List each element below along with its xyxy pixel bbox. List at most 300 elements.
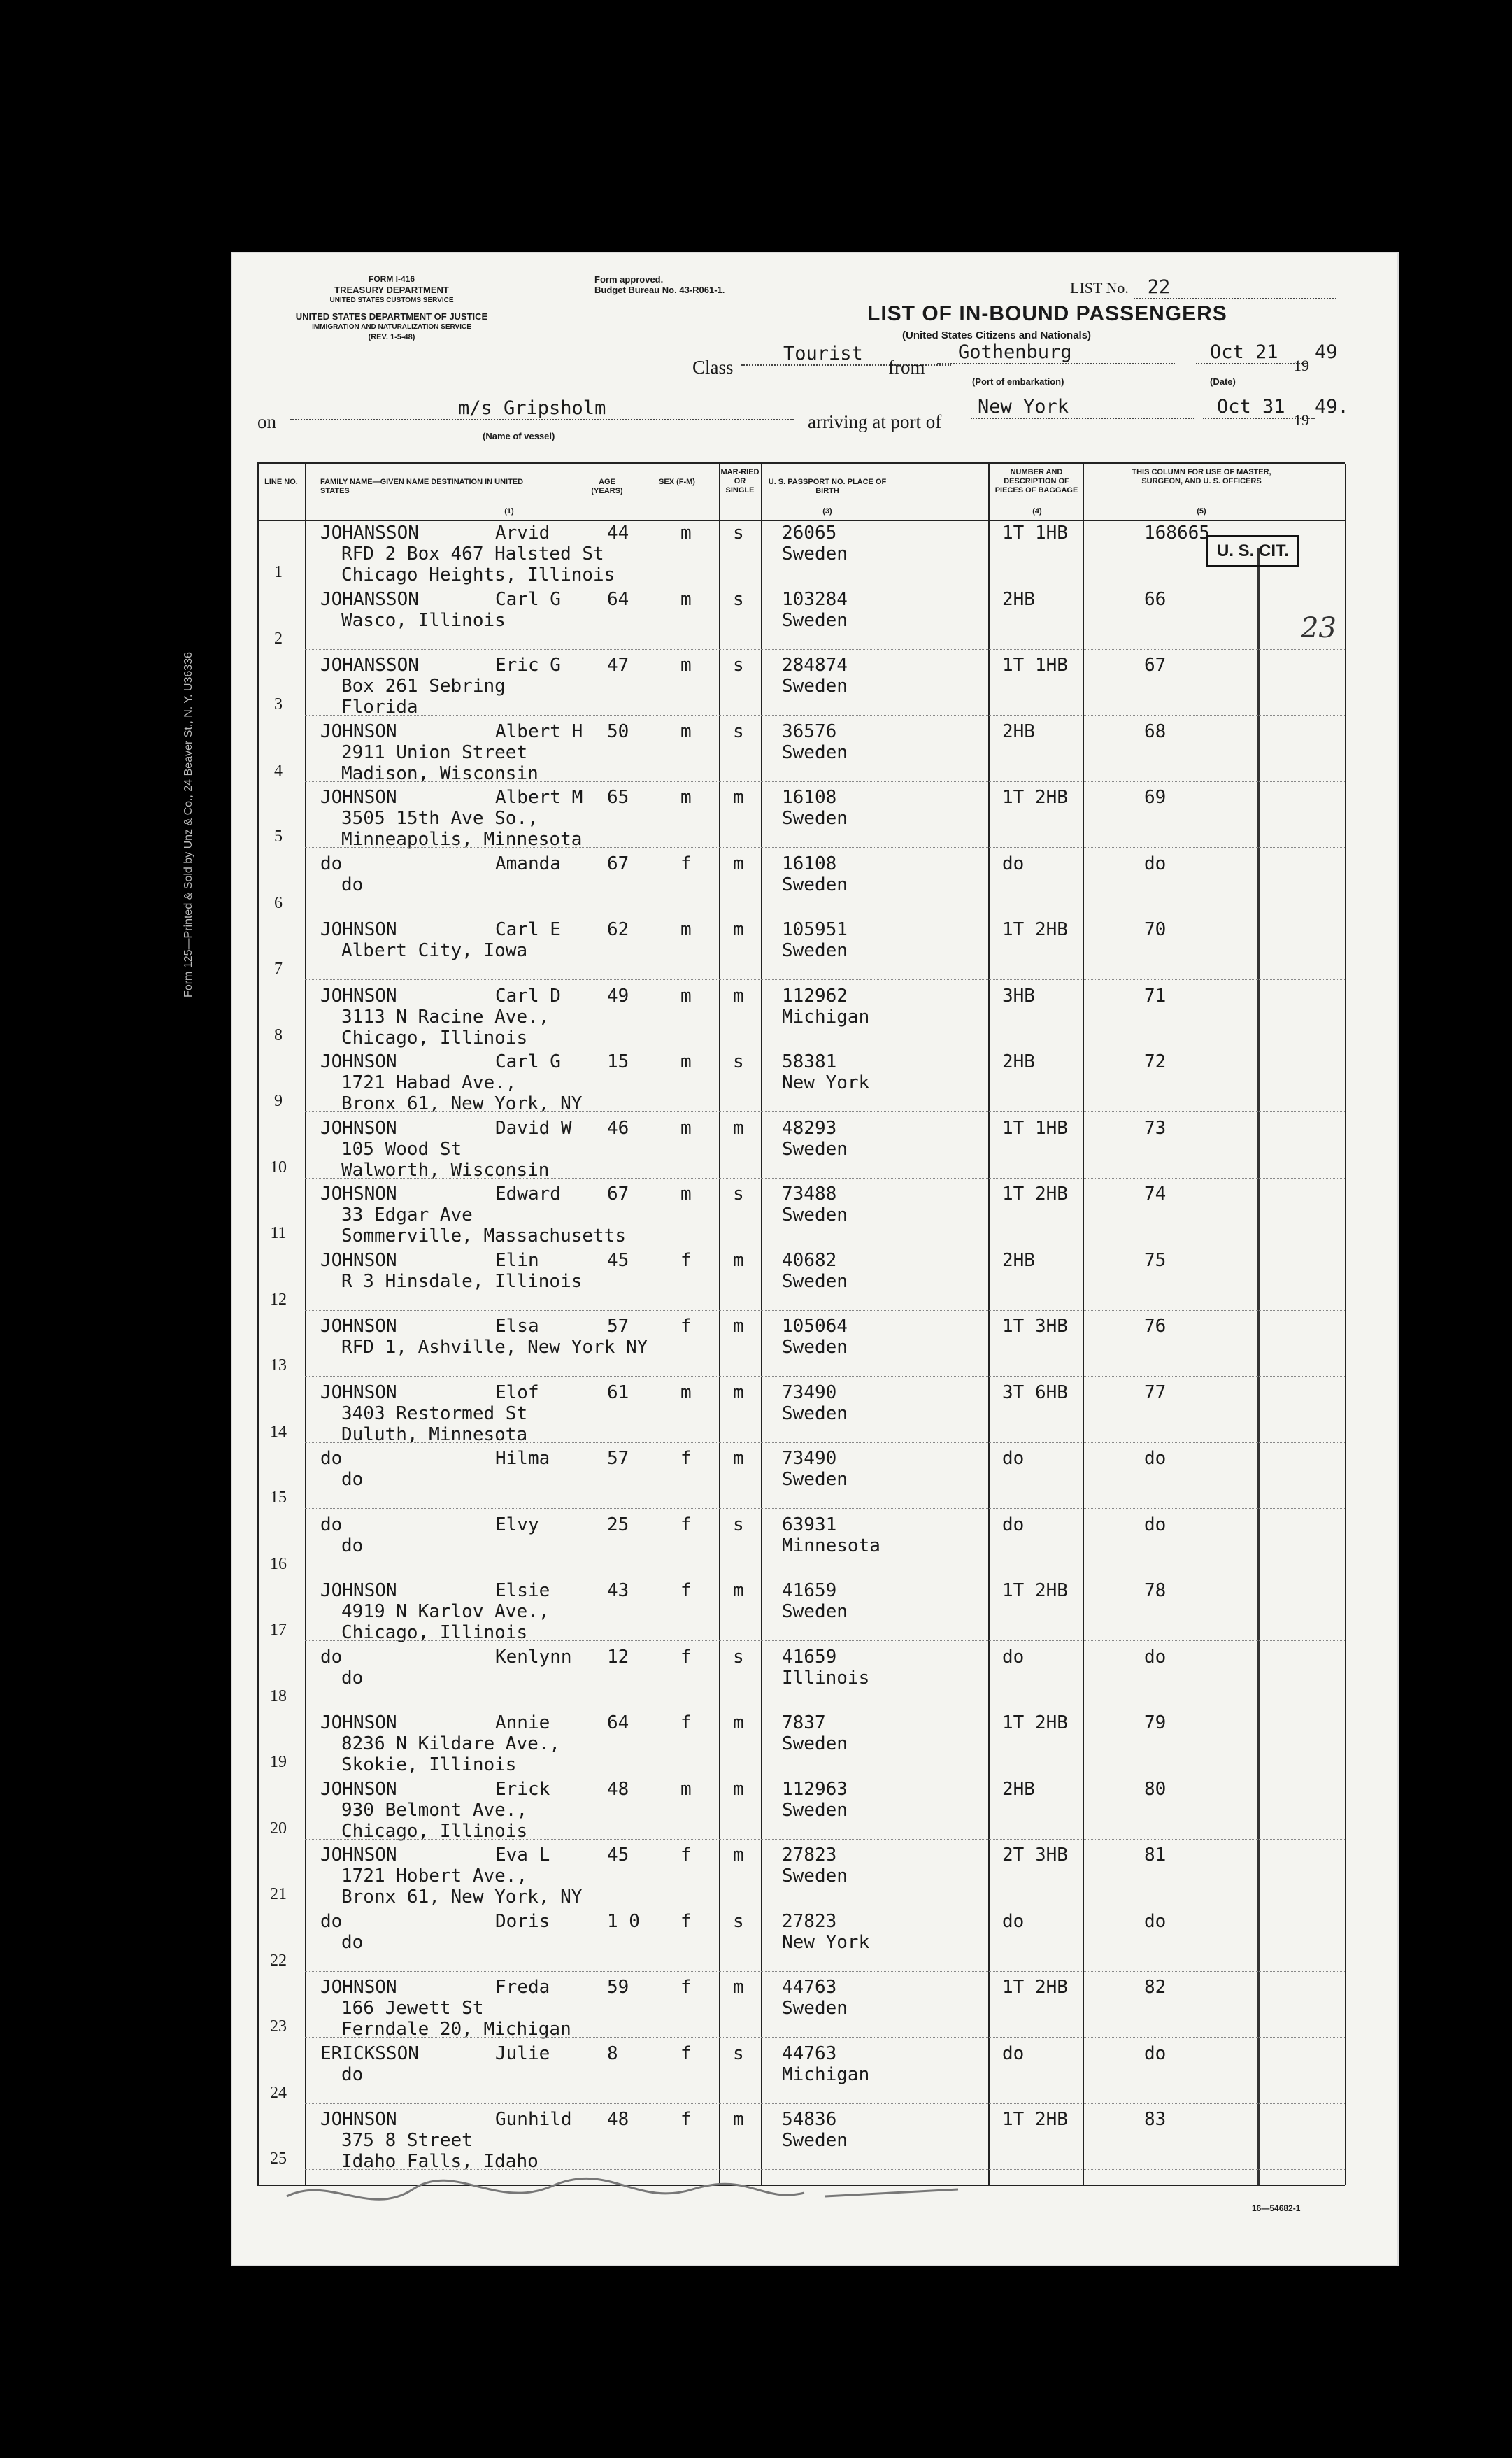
baggage-description: 3T 6HB xyxy=(1002,1381,1068,1403)
form-title: LIST OF IN-BOUND PASSENGERS xyxy=(867,302,1227,325)
passport-number: 105064 xyxy=(782,1316,848,1337)
passenger-surname: ERICKSSON xyxy=(320,2043,419,2064)
line-number: 22 xyxy=(270,1951,287,1970)
destination-line-1: 375 8 Street xyxy=(341,2130,473,2151)
passenger-surname: JOHNSON xyxy=(320,1977,397,1998)
embark-year: 49 xyxy=(1315,341,1338,363)
line-number: 16 xyxy=(270,1554,287,1573)
passenger-marital: s xyxy=(733,2043,744,2064)
passenger-surname: JOHNSON xyxy=(320,919,397,940)
passport-number: 41659 xyxy=(782,1580,837,1601)
passenger-sex: f xyxy=(680,1977,692,1998)
line-number: 8 xyxy=(274,1025,283,1044)
passport-number: 26065 xyxy=(782,523,837,544)
passenger-age: 48 xyxy=(607,2109,629,2130)
passenger-age: 45 xyxy=(607,1249,629,1271)
destination-line-1: RFD 2 Box 467 Halsted St xyxy=(341,544,604,564)
header-name: FAMILY NAME—GIVEN NAME DESTINATION IN UNITED STATES xyxy=(320,478,524,495)
passport-number: 112962 xyxy=(782,985,848,1007)
punch-hole xyxy=(168,399,203,434)
passenger-age: 61 xyxy=(607,1381,629,1403)
arrival-port: New York xyxy=(971,396,1194,419)
place-of-birth: Sweden xyxy=(782,1799,848,1821)
passport-number: 16108 xyxy=(782,787,837,808)
destination-line-1: RFD 1, Ashville, New York NY xyxy=(341,1337,648,1358)
passenger-sex: f xyxy=(680,2109,692,2130)
officer-number: do xyxy=(1144,1514,1167,1535)
passenger-surname: do xyxy=(320,853,343,874)
passenger-given-name: Gunhild xyxy=(495,2109,572,2130)
passenger-age: 57 xyxy=(607,1316,629,1337)
passenger-given-name: Elsie xyxy=(495,1580,550,1601)
line-number: 19 xyxy=(270,1753,287,1771)
destination-line-1: Albert City, Iowa xyxy=(341,940,528,961)
passenger-age: 15 xyxy=(607,1051,629,1072)
destination-line-1: 1721 Hobert Ave., xyxy=(341,1866,528,1887)
place-of-birth: Michigan xyxy=(782,1006,870,1028)
passport-number: 105951 xyxy=(782,919,848,940)
passenger-given-name: Elin xyxy=(495,1249,539,1271)
passenger-given-name: Arvid xyxy=(495,523,550,544)
baggage-description: do xyxy=(1002,1910,1025,1932)
line-number: 15 xyxy=(270,1489,287,1507)
list-number-value: 22 xyxy=(1134,276,1336,299)
officer-number: 74 xyxy=(1144,1184,1167,1205)
destination-line-2: Bronx 61, New York, NY xyxy=(341,1887,583,1908)
punch-hole xyxy=(168,1546,203,1581)
passenger-marital: m xyxy=(733,1580,744,1601)
passenger-marital: m xyxy=(733,1778,744,1800)
row-divider xyxy=(305,1310,1345,1311)
destination-line-2: Sommerville, Massachusetts xyxy=(341,1226,626,1246)
header-col5: (5) xyxy=(1197,507,1206,516)
passenger-given-name: Kenlynn xyxy=(495,1646,572,1668)
port-embarkation-caption: (Port of embarkation) xyxy=(972,376,1064,387)
form-subtitle: (United States Citizens and Nationals) xyxy=(902,329,1092,341)
destination-line-2: Chicago, Illinois xyxy=(341,1027,528,1049)
passenger-given-name: Annie xyxy=(495,1712,550,1733)
punch-hole xyxy=(168,2070,203,2105)
passenger-surname: JOHANSSON xyxy=(320,655,419,676)
punch-hole xyxy=(168,448,203,483)
line-number: 7 xyxy=(274,960,283,978)
row-divider xyxy=(305,1839,1345,1840)
passenger-sex: m xyxy=(680,919,692,940)
line-number: 3 xyxy=(274,695,283,713)
passenger-age: 1 0 xyxy=(607,1910,640,1932)
passenger-marital: s xyxy=(733,1646,744,1668)
baggage-description: 1T 2HB xyxy=(1002,919,1068,940)
place-of-birth: Illinois xyxy=(782,1667,870,1689)
passenger-age: 49 xyxy=(607,985,629,1007)
destination-line-1: 4919 N Karlov Ave., xyxy=(341,1601,550,1622)
passenger-sex: f xyxy=(680,1448,692,1469)
officer-number: 79 xyxy=(1144,1712,1167,1733)
line-number: 23 xyxy=(270,2017,287,2036)
destination-line-1: do xyxy=(341,1667,364,1689)
destination-line-2: Madison, Wisconsin xyxy=(341,762,539,784)
destination-line-1: 166 Jewett St xyxy=(341,1998,484,2019)
destination-line-1: 3113 N Racine Ave., xyxy=(341,1006,550,1028)
passenger-surname: JOHNSON xyxy=(320,1316,397,1337)
passenger-surname: do xyxy=(320,1448,343,1469)
punch-hole xyxy=(168,1217,203,1252)
passenger-surname: JOHANSSON xyxy=(320,588,419,610)
officer-number: 75 xyxy=(1144,1249,1167,1271)
passenger-surname: JOHNSON xyxy=(320,1051,397,1072)
passport-number: 16108 xyxy=(782,853,837,874)
passenger-marital: m xyxy=(733,787,744,808)
line-number: 10 xyxy=(270,1158,287,1177)
passport-number: 7837 xyxy=(782,1712,826,1733)
passenger-age: 64 xyxy=(607,1712,629,1733)
officer-number: do xyxy=(1144,1646,1167,1668)
on-label: on xyxy=(257,411,276,432)
row-divider xyxy=(305,1508,1345,1509)
line-number: 21 xyxy=(270,1885,287,1903)
embark-date: Oct 21 xyxy=(1196,341,1308,364)
place-of-birth: Sweden xyxy=(782,609,848,631)
passenger-given-name: Albert H xyxy=(495,720,583,742)
passenger-marital: m xyxy=(733,853,744,874)
passenger-age: 43 xyxy=(607,1580,629,1601)
passenger-table xyxy=(257,462,1345,2186)
passenger-sex: f xyxy=(680,1845,692,1866)
row-divider xyxy=(305,1111,1345,1112)
passenger-age: 48 xyxy=(607,1778,629,1800)
place-of-birth: Sweden xyxy=(782,940,848,961)
form-agency-block: FORM I-416 TREASURY DEPARTMENT UNITED STATES CUSTOMS SERVICE UNITED STATES DEPARTMENT OF JUSTICE IMMIGRATION AND NATURALIZATION SERVICE (REV. 1-5-48) xyxy=(295,274,488,341)
footer-code: 16—54682-1 xyxy=(1252,2203,1301,2213)
header-col4: (4) xyxy=(1032,507,1042,516)
passenger-given-name: Carl E xyxy=(495,919,561,940)
passenger-marital: s xyxy=(733,1184,744,1205)
passenger-age: 8 xyxy=(607,2043,618,2064)
passenger-given-name: Eric G xyxy=(495,655,561,676)
row-divider xyxy=(305,2037,1345,2038)
passenger-marital: s xyxy=(733,523,744,544)
passenger-age: 45 xyxy=(607,1845,629,1866)
destination-line-2: Idaho Falls, Idaho xyxy=(341,2151,539,2172)
passenger-marital: s xyxy=(733,1910,744,1932)
line-number: 14 xyxy=(270,1422,287,1441)
header-sex: SEX (F-M) xyxy=(659,478,695,486)
place-of-birth: Sweden xyxy=(782,676,848,697)
passenger-marital: s xyxy=(733,1514,744,1535)
line-number: 17 xyxy=(270,1621,287,1639)
baggage-description: do xyxy=(1002,1646,1025,1668)
place-of-birth: Sweden xyxy=(782,1469,848,1490)
passenger-marital: s xyxy=(733,655,744,676)
passenger-age: 62 xyxy=(607,919,629,940)
passenger-sex: m xyxy=(680,1778,692,1800)
officer-number: 80 xyxy=(1144,1778,1167,1800)
officer-number: 70 xyxy=(1144,919,1167,940)
passenger-given-name: Elsa xyxy=(495,1316,539,1337)
passenger-marital: m xyxy=(733,919,744,940)
passenger-age: 64 xyxy=(607,588,629,610)
officer-number: 67 xyxy=(1144,655,1167,676)
passenger-marital: m xyxy=(733,1316,744,1337)
passenger-age: 50 xyxy=(607,720,629,742)
row-divider xyxy=(305,1971,1345,1972)
line-number: 13 xyxy=(270,1356,287,1374)
destination-line-2: Walworth, Wisconsin xyxy=(341,1159,550,1181)
passenger-surname: JOHNSON xyxy=(320,1381,397,1403)
officer-number: 82 xyxy=(1144,1977,1167,1998)
row-divider xyxy=(305,715,1345,716)
baggage-description: 1T 1HB xyxy=(1002,1117,1068,1139)
passenger-surname: do xyxy=(320,1910,343,1932)
baggage-description: do xyxy=(1002,1514,1025,1535)
from-value: Gothenburg xyxy=(937,341,1175,364)
place-of-birth: Sweden xyxy=(782,1205,848,1226)
passenger-surname: JOHNSON xyxy=(320,1249,397,1271)
inspector-signature xyxy=(273,2168,972,2224)
line-number: 20 xyxy=(270,1819,287,1838)
row-divider xyxy=(305,979,1345,980)
passenger-marital: s xyxy=(733,588,744,610)
place-of-birth: Sweden xyxy=(782,874,848,895)
passenger-surname: JOHNSON xyxy=(320,1778,397,1800)
line-number: 5 xyxy=(274,827,283,846)
passenger-sex: f xyxy=(680,1646,692,1668)
us-citizen-stamp: U. S. CIT. xyxy=(1206,535,1299,567)
passenger-age: 59 xyxy=(607,1977,629,1998)
destination-line-1: do xyxy=(341,1931,364,1953)
passenger-surname: do xyxy=(320,1514,343,1535)
row-divider xyxy=(305,781,1345,782)
passenger-surname: JOHANSSON xyxy=(320,523,419,544)
place-of-birth: New York xyxy=(782,1072,870,1093)
passenger-given-name: Carl G xyxy=(495,1051,561,1072)
line-number: 24 xyxy=(270,2083,287,2102)
passenger-marital: m xyxy=(733,2109,744,2130)
destination-line-2: Bronx 61, New York, NY xyxy=(341,1093,583,1114)
officer-number: 71 xyxy=(1144,985,1167,1007)
passenger-given-name: Amanda xyxy=(495,853,561,874)
passport-number: 112963 xyxy=(782,1778,848,1800)
passport-number: 54836 xyxy=(782,2109,837,2130)
page-mark-23: 23 xyxy=(1301,612,1336,644)
year-prefix-2: 19 xyxy=(1294,411,1309,429)
place-of-birth: Sweden xyxy=(782,808,848,829)
passenger-surname: JOHNSON xyxy=(320,985,397,1007)
place-of-birth: Sweden xyxy=(782,1998,848,2019)
row-divider xyxy=(305,649,1345,650)
passenger-age: 67 xyxy=(607,853,629,874)
officer-number: 72 xyxy=(1144,1051,1167,1072)
passenger-given-name: Eva L xyxy=(495,1845,550,1866)
baggage-description: 1T 1HB xyxy=(1002,523,1068,544)
passenger-marital: s xyxy=(733,720,744,742)
passport-number: 103284 xyxy=(782,588,848,610)
officer-number: do xyxy=(1144,1448,1167,1469)
passenger-marital: m xyxy=(733,1448,744,1469)
destination-line-1: 930 Belmont Ave., xyxy=(341,1799,528,1821)
baggage-description: 1T 1HB xyxy=(1002,655,1068,676)
header-baggage: NUMBER AND DESCRIPTION OF PIECES OF BAGGAGE xyxy=(994,468,1078,495)
arrival-date: Oct 31 xyxy=(1203,396,1315,419)
destination-line-1: 33 Edgar Ave xyxy=(341,1205,473,1226)
passport-number: 73490 xyxy=(782,1381,837,1403)
passenger-marital: m xyxy=(733,1977,744,1998)
passenger-sex: f xyxy=(680,1316,692,1337)
passport-number: 73488 xyxy=(782,1184,837,1205)
baggage-description: do xyxy=(1002,853,1025,874)
vessel-caption: (Name of vessel) xyxy=(483,431,555,441)
officer-number: 73 xyxy=(1144,1117,1167,1139)
passenger-given-name: Hilma xyxy=(495,1448,550,1469)
passenger-surname: do xyxy=(320,1646,343,1668)
punch-hole xyxy=(168,343,203,378)
passport-number: 44763 xyxy=(782,1977,837,1998)
passenger-given-name: Doris xyxy=(495,1910,550,1932)
header-col1: (1) xyxy=(504,507,514,516)
baggage-description: do xyxy=(1002,1448,1025,1469)
header-age: AGE (YEARS) xyxy=(591,478,623,495)
line-number: 6 xyxy=(274,893,283,912)
place-of-birth: Sweden xyxy=(782,1138,848,1160)
destination-line-1: 3403 Restormed St xyxy=(341,1402,528,1424)
year-prefix-1: 19 xyxy=(1294,357,1309,374)
destination-line-1: 1721 Habad Ave., xyxy=(341,1072,517,1093)
header-col3: (3) xyxy=(822,507,832,516)
row-divider xyxy=(305,1442,1345,1443)
passenger-surname: JOHSNON xyxy=(320,1184,397,1205)
officer-number: do xyxy=(1144,1910,1167,1932)
passenger-surname: JOHNSON xyxy=(320,1712,397,1733)
place-of-birth: Sweden xyxy=(782,2130,848,2151)
passenger-marital: s xyxy=(733,1051,744,1072)
line-number: 2 xyxy=(274,629,283,648)
passenger-sex: f xyxy=(680,2043,692,2064)
passenger-sex: f xyxy=(680,1712,692,1733)
passenger-sex: m xyxy=(680,655,692,676)
passport-number: 40682 xyxy=(782,1249,837,1271)
officer-number: 76 xyxy=(1144,1316,1167,1337)
baggage-description: 2HB xyxy=(1002,588,1035,610)
officer-number: 81 xyxy=(1144,1845,1167,1866)
passenger-sex: f xyxy=(680,853,692,874)
passenger-given-name: Carl G xyxy=(495,588,561,610)
passenger-age: 46 xyxy=(607,1117,629,1139)
row-divider xyxy=(305,1178,1345,1179)
destination-line-1: 2911 Union Street xyxy=(341,741,528,763)
place-of-birth: Sweden xyxy=(782,1733,848,1754)
destination-line-1: do xyxy=(341,1535,364,1556)
passenger-surname: JOHNSON xyxy=(320,1117,397,1139)
passenger-marital: m xyxy=(733,1712,744,1733)
baggage-description: 1T 2HB xyxy=(1002,1977,1068,1998)
line-number: 12 xyxy=(270,1290,287,1309)
officer-number: do xyxy=(1144,853,1167,874)
baggage-description: 1T 2HB xyxy=(1002,787,1068,808)
baggage-description: do xyxy=(1002,2043,1025,2064)
officer-number: 68 xyxy=(1144,720,1167,742)
passenger-sex: m xyxy=(680,720,692,742)
header-passport: U. S. PASSPORT NO. PLACE OF BIRTH xyxy=(768,478,887,495)
destination-line-2: Duluth, Minnesota xyxy=(341,1423,528,1445)
passenger-given-name: Elvy xyxy=(495,1514,539,1535)
passenger-marital: m xyxy=(733,1117,744,1139)
passenger-marital: m xyxy=(733,1381,744,1403)
place-of-birth: Sweden xyxy=(782,1402,848,1424)
passenger-given-name: Erick xyxy=(495,1778,550,1800)
class-label: Class xyxy=(692,357,734,378)
destination-line-1: 8236 N Kildare Ave., xyxy=(341,1733,561,1754)
header-line-no: LINE NO. xyxy=(264,478,298,486)
place-of-birth: Sweden xyxy=(782,1601,848,1622)
place-of-birth: Sweden xyxy=(782,544,848,564)
destination-line-2: Chicago, Illinois xyxy=(341,1820,528,1842)
place-of-birth: Sweden xyxy=(782,741,848,763)
passenger-age: 25 xyxy=(607,1514,629,1535)
passenger-given-name: Edward xyxy=(495,1184,561,1205)
manifest-page xyxy=(231,252,1399,2266)
officer-number: 69 xyxy=(1144,787,1167,808)
vessel-name: m/s Gripsholm xyxy=(290,397,794,420)
line-number: 25 xyxy=(270,2150,287,2168)
passenger-age: 44 xyxy=(607,523,629,544)
passenger-age: 12 xyxy=(607,1646,629,1668)
place-of-birth: Sweden xyxy=(782,1270,848,1292)
header-married: MAR-RIED OR SINGLE xyxy=(720,468,759,495)
passenger-sex: m xyxy=(680,1381,692,1403)
destination-line-1: do xyxy=(341,874,364,895)
passenger-given-name: Albert M xyxy=(495,787,583,808)
passenger-sex: f xyxy=(680,1514,692,1535)
baggage-description: 1T 2HB xyxy=(1002,2109,1068,2130)
passenger-marital: m xyxy=(733,1249,744,1271)
officer-number: do xyxy=(1144,2043,1167,2064)
destination-line-1: do xyxy=(341,1469,364,1490)
passenger-surname: JOHNSON xyxy=(320,720,397,742)
destination-line-2: Ferndale 20, Michigan xyxy=(341,2019,571,2040)
officer-number: 66 xyxy=(1144,588,1167,610)
passenger-sex: m xyxy=(680,523,692,544)
passenger-marital: m xyxy=(733,985,744,1007)
passenger-age: 57 xyxy=(607,1448,629,1469)
arriving-label: arriving at port of xyxy=(808,411,942,432)
passenger-sex: m xyxy=(680,1117,692,1139)
destination-line-2: Chicago Heights, Illinois xyxy=(341,564,615,585)
baggage-description: 2HB xyxy=(1002,1778,1035,1800)
passenger-sex: f xyxy=(680,1249,692,1271)
row-divider xyxy=(305,1376,1345,1377)
passenger-surname: JOHNSON xyxy=(320,2109,397,2130)
passport-number: 284874 xyxy=(782,655,848,676)
budget-approval: Form approved. Budget Bureau No. 43-R061-1. xyxy=(594,274,725,295)
destination-line-2: Minneapolis, Minnesota xyxy=(341,829,583,850)
passenger-given-name: Elof xyxy=(495,1381,539,1403)
passenger-surname: JOHNSON xyxy=(320,1845,397,1866)
officer-number: 83 xyxy=(1144,2109,1167,2130)
baggage-description: 3HB xyxy=(1002,985,1035,1007)
baggage-description: 2T 3HB xyxy=(1002,1845,1068,1866)
passenger-surname: JOHNSON xyxy=(320,1580,397,1601)
baggage-description: 1T 3HB xyxy=(1002,1316,1068,1337)
passenger-age: 47 xyxy=(607,655,629,676)
row-divider xyxy=(305,847,1345,848)
list-number-field: LIST No. 22 xyxy=(1070,276,1364,299)
place-of-birth: Minnesota xyxy=(782,1535,880,1556)
passenger-age: 67 xyxy=(607,1184,629,1205)
class-value: Tourist xyxy=(741,343,951,366)
row-divider xyxy=(305,1640,1345,1641)
baggage-description: 1T 2HB xyxy=(1002,1712,1068,1733)
baggage-description: 2HB xyxy=(1002,720,1035,742)
